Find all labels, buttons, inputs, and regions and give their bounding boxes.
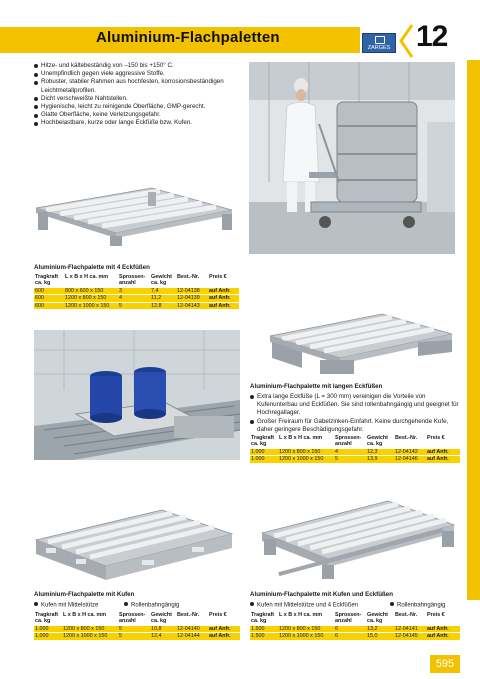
col-tragkraft: Tragkraft ca. kg — [35, 612, 59, 625]
col-dimensions: L x B x H ca. mm — [279, 612, 323, 618]
price-cell: auf Anfr. — [426, 633, 460, 640]
col-tragkraft: Tragkraft ca. kg — [251, 612, 275, 625]
cell: 600 — [34, 287, 64, 294]
tag-label: Rollenbahngängig — [131, 602, 180, 609]
cell: 11,2 — [150, 295, 176, 302]
table-header-row — [34, 612, 240, 625]
cell: 12-04139 — [176, 295, 208, 302]
conveyor-barrels-photo — [34, 330, 240, 460]
table-row — [250, 448, 460, 455]
cell: 10,8 — [150, 625, 176, 632]
cell: 5 — [334, 456, 366, 463]
col-dimensions: L x B x H ca. mm — [279, 435, 323, 441]
price-cell: auf Anfr. — [208, 633, 240, 640]
pallet-runners-image — [32, 480, 237, 585]
cell: 12-04141 — [394, 625, 426, 632]
side-tab — [467, 60, 480, 600]
pallet-four-feet-image — [32, 148, 237, 248]
col-gewicht: Gewicht ca. kg — [367, 612, 388, 625]
cell: 12-04144 — [176, 633, 208, 640]
chapter-number: 12 — [416, 20, 448, 53]
feature-item: Dicht verschweißte Nahtstellen. — [34, 95, 244, 103]
runners-feet-tag-1 — [250, 602, 358, 609]
cell: 3 — [118, 287, 150, 294]
cell: 1200 x 800 x 150 — [278, 448, 334, 455]
cell: 4 — [118, 295, 150, 302]
feature-item: Glatte Oberfläche, keine Verletzungsgefahr. — [34, 111, 244, 119]
col-bestnr: Best.-Nr. — [177, 274, 200, 280]
spec-table-long-feet — [250, 435, 460, 463]
price-cell: auf Anfr. — [208, 287, 239, 294]
cell: 12-04146 — [394, 456, 426, 463]
feature-item: Hochbelastbare, kurze oder lange Eckfüße bzw. Kufen. — [34, 119, 244, 127]
cell: 600 — [34, 295, 64, 302]
cell: 7,4 — [150, 287, 176, 294]
col-sprossen: Sprossen-anzahl — [335, 435, 362, 448]
table-row — [34, 625, 240, 632]
price-cell: auf Anfr. — [426, 448, 460, 455]
col-tragkraft: Tragkraft ca. kg — [35, 274, 59, 287]
cell: 15,0 — [366, 633, 394, 640]
spec-table-runners-feet — [250, 612, 460, 640]
col-gewicht: Gewicht ca. kg — [151, 274, 172, 287]
feature-item: Hitze- und kältebeständig von –150 bis +150° C. — [34, 62, 244, 70]
section-title-runners-feet: Aluminium-Flachpalette mit Kufen und Eckfüßen — [250, 591, 394, 598]
col-dimensions: L x B x H ca. mm — [65, 274, 109, 280]
pallet-long-feet-image — [262, 290, 457, 380]
lab-worker-photo — [249, 62, 455, 254]
cell: 13,9 — [366, 456, 394, 463]
brand-name: ZARGES — [367, 45, 391, 51]
section-title-long-feet: Aluminium-Flachpalette mit langen Eckfüßen — [250, 383, 383, 390]
pallet-runners-feet-image — [258, 475, 458, 585]
bullet-item: Großer Freiraum für Gabelzinken-Einfahrt. Keine durchgehende Kufe, daher geringere Beschädigungsgefahr. — [250, 418, 460, 434]
cell: 800 x 600 x 150 — [64, 287, 118, 294]
table-header-row — [250, 612, 460, 625]
page-number: 595 — [430, 655, 460, 673]
chevron-icon — [398, 24, 414, 58]
cell: 1.000 — [250, 448, 278, 455]
page-title: Aluminium-Flachpaletten — [96, 29, 280, 46]
col-tragkraft: Tragkraft ca. kg — [251, 435, 275, 448]
cell: 1200 x 800 x 150 — [62, 625, 118, 632]
cell: 1200 x 800 x 150 — [278, 625, 334, 632]
cell: 12-04143 — [176, 302, 208, 309]
table-row — [250, 625, 460, 632]
table-row — [34, 295, 239, 302]
col-preis: Preis € — [209, 274, 227, 280]
cell: 12-04140 — [176, 625, 208, 632]
col-bestnr: Best.-Nr. — [177, 612, 200, 618]
col-dimensions: L x B x H ca. mm — [63, 612, 107, 618]
feature-list — [34, 62, 244, 128]
col-sprossen: Sprossen-anzahl — [119, 274, 146, 287]
tag-label: Rollenbahngängig — [397, 602, 446, 609]
cell: 12,8 — [150, 302, 176, 309]
cell: 12,4 — [150, 633, 176, 640]
runners-tag-2 — [124, 602, 179, 609]
col-preis: Preis € — [427, 612, 445, 618]
zarges-logo — [362, 33, 396, 53]
col-sprossen: Sprossen-anzahl — [119, 612, 146, 625]
col-preis: Preis € — [209, 612, 227, 618]
section-title-runners: Aluminium-Flachpalette mit Kufen — [34, 591, 135, 598]
spec-table-runners — [34, 612, 240, 640]
col-gewicht: Gewicht ca. kg — [367, 435, 388, 448]
price-cell: auf Anfr. — [426, 456, 460, 463]
table-header-row — [34, 274, 239, 287]
feature-item: Unempfindlich gegen viele aggressive Stoffe. — [34, 70, 244, 78]
cell: 4 — [334, 448, 366, 455]
table-row — [250, 456, 460, 463]
col-preis: Preis € — [427, 435, 445, 441]
bullet-item: Extra lange Eckfüße (L = 300 mm) vereinigen die Vorteile von Kufenunterbau und Eckfüßen. Sie sind rollenbahngängig und geeignet für Hochregallager. — [250, 393, 460, 418]
cell: 1200 x 1000 x 150 — [278, 456, 334, 463]
spec-table-four-feet — [34, 274, 239, 309]
cell: 12-04138 — [176, 287, 208, 294]
runners-feet-tag-2 — [390, 602, 445, 609]
cell: 1200 x 1000 x 150 — [278, 633, 334, 640]
cell: 6 — [334, 625, 366, 632]
table-row — [250, 633, 460, 640]
table-row — [34, 633, 240, 640]
tag-label: Kufen mit Mittelstütze — [41, 602, 99, 609]
price-cell: auf Anfr. — [208, 625, 240, 632]
col-bestnr: Best.-Nr. — [395, 612, 418, 618]
price-cell: auf Anfr. — [426, 625, 460, 632]
price-cell: auf Anfr. — [208, 295, 239, 302]
cell: 12,3 — [366, 448, 394, 455]
long-feet-bullets — [250, 393, 460, 434]
cell: 5 — [118, 633, 150, 640]
col-sprossen: Sprossen-anzahl — [335, 612, 362, 625]
col-bestnr: Best.-Nr. — [395, 435, 418, 441]
table-header-row — [250, 435, 460, 448]
price-cell: auf Anfr. — [208, 302, 239, 309]
cell: 1200 x 800 x 150 — [64, 295, 118, 302]
cell: 1.000 — [250, 456, 278, 463]
tag-label: Kufen mit Mittelstütze und 4 Eckfüßen — [257, 602, 359, 609]
table-row — [34, 302, 239, 309]
col-gewicht: Gewicht ca. kg — [151, 612, 172, 625]
cell: 6 — [334, 633, 366, 640]
cell: 1.000 — [34, 625, 62, 632]
section-title-four-feet: Aluminium-Flachpalette mit 4 Eckfüßen — [34, 264, 150, 271]
runners-tag-1 — [34, 602, 98, 609]
cell: 1.500 — [250, 625, 278, 632]
cell: 1.500 — [250, 633, 278, 640]
table-row — [34, 287, 239, 294]
feature-item: Robuster, stabiler Rahmen aus hochfesten, korrosionsbeständigen Leichtmetallprofilen. — [34, 78, 244, 94]
cell: 600 — [34, 302, 64, 309]
cell: 1.000 — [34, 633, 62, 640]
cell: 13,2 — [366, 625, 394, 632]
cell: 12-04142 — [394, 448, 426, 455]
cell: 1200 x 1000 x 150 — [62, 633, 118, 640]
cell: 5 — [118, 302, 150, 309]
cell: 12-04145 — [394, 633, 426, 640]
cell: 5 — [118, 625, 150, 632]
cell: 1200 x 1000 x 150 — [64, 302, 118, 309]
feature-item: Hygienische, leicht zu reinigende Oberfläche, GMP-gerecht. — [34, 103, 244, 111]
